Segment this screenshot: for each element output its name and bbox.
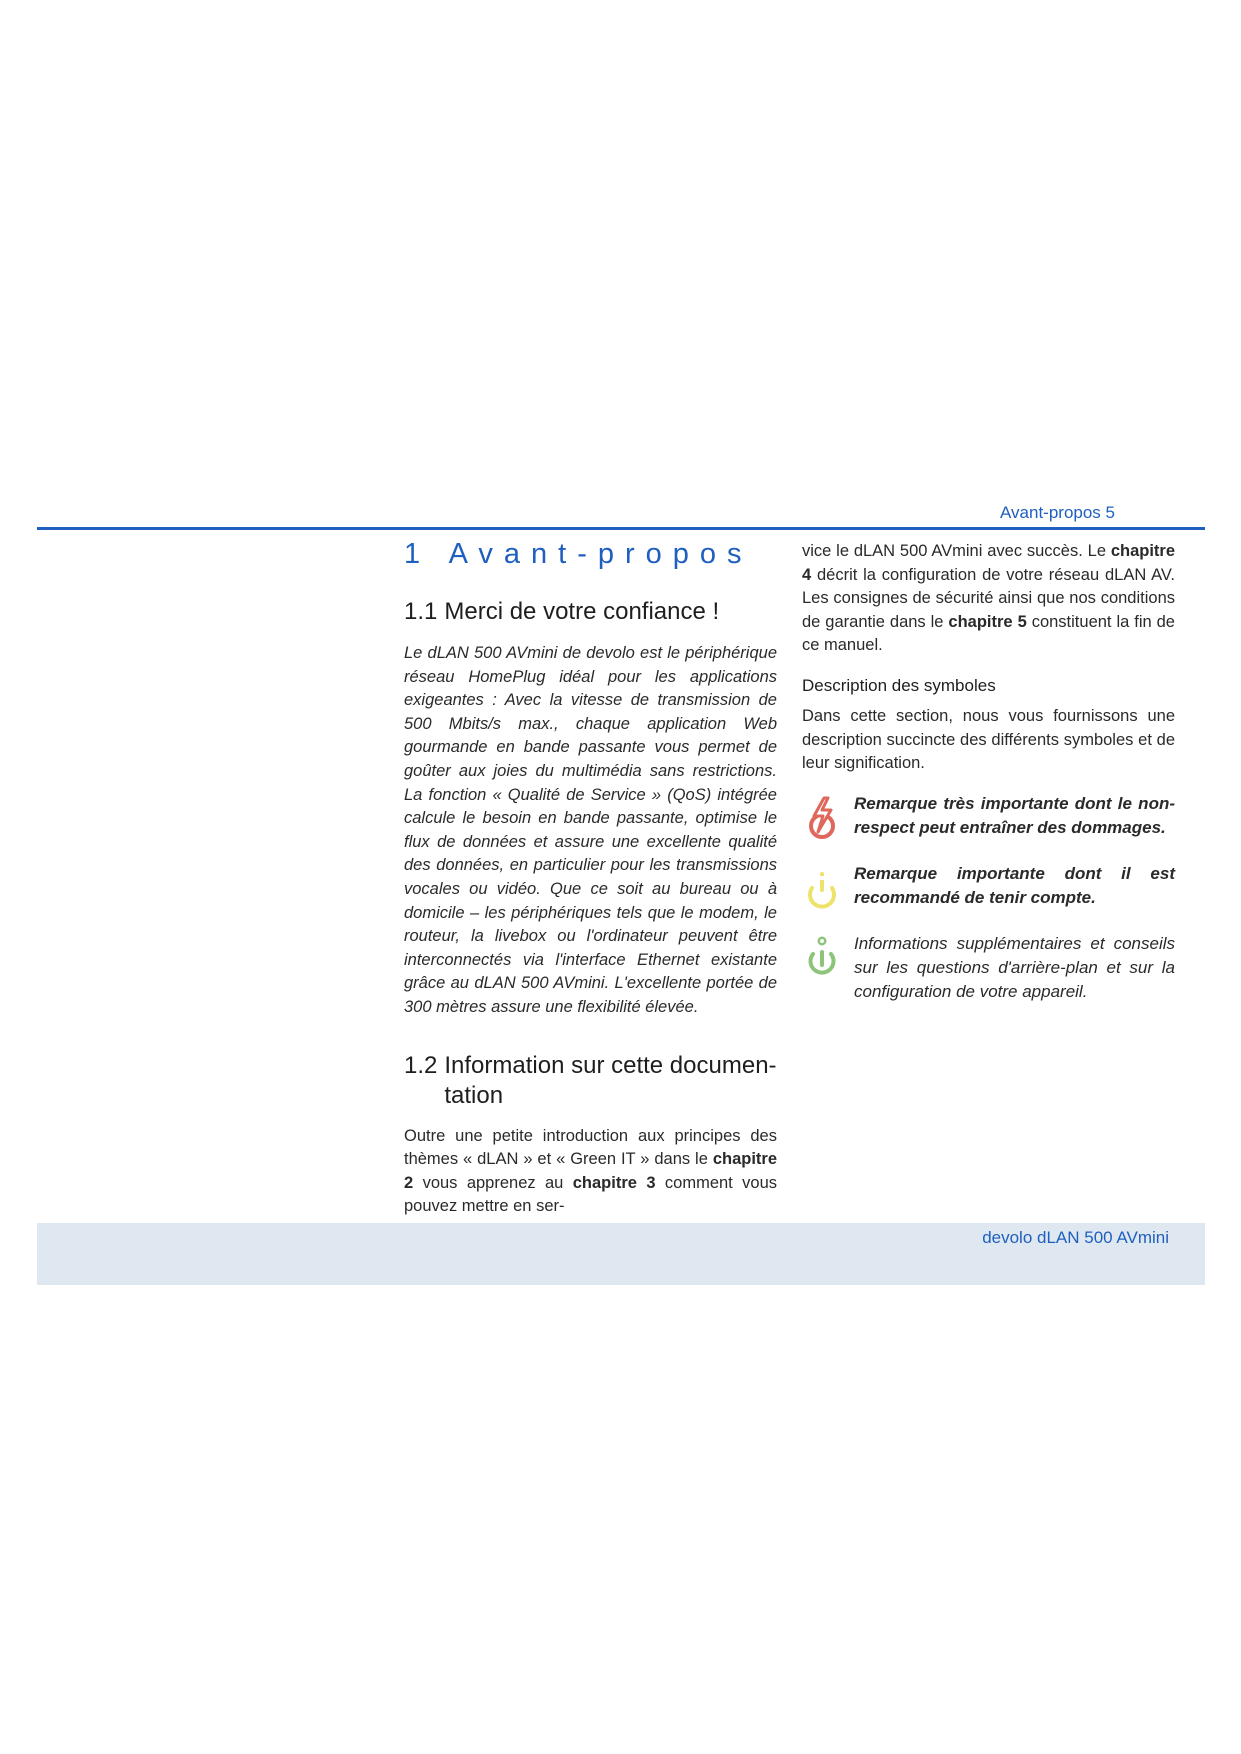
section-title-line2: tation xyxy=(444,1081,504,1109)
section-1-1-body: Le dLAN 500 AVmini de devolo est le périphérique réseau HomePlug idéal pour les applications exigeantes : Avec la vitesse de transmission de 500 Mbits/s max., chaque application Web gourmande en bande passante vous permet de goûter aux joies du multimédia sans restrictions. La fonction « Qualité de Service » (QoS) intégrée calcule le besoin en bande passante, optimise le flux de données et assure une excellente qualité des données, en particulier pour les transmissions vocales ou vidéo. Que ce soit au bureau ou à domicile – les périphériques tels que le modem, le routeur, la livebox ou l'ordinateur peuvent être interconnectés via l'interface Ethernet existante grâce au dLAN 500 AVmini. L'excellente portée de 300 mètres assure une flexibilité élevée. xyxy=(404,644,777,1016)
symbol-row-attention xyxy=(802,862,1175,914)
header-rule xyxy=(37,527,1205,530)
section-title-line1: Information sur cette documen- xyxy=(444,1051,777,1079)
right-column xyxy=(802,540,1175,1004)
section-1-1-title xyxy=(404,597,777,627)
chapter-link[interactable]: chapitre 3 xyxy=(572,1173,656,1192)
warning-red-icon xyxy=(802,792,842,844)
symbols-intro: Dans cette section, nous vous fournissons une description succincte des différents symboles et de leur signification. xyxy=(802,706,1175,773)
symbol-text: Remarque importante dont il est recommandé de tenir compte. xyxy=(854,863,1175,907)
footer-bar xyxy=(37,1223,1205,1285)
section-title-text: Merci de votre confiance ! xyxy=(444,598,720,625)
symbol-row-warning xyxy=(802,792,1175,844)
body-text: comment vous pouvez mettre en ser- xyxy=(404,1173,777,1216)
chapter-link[interactable]: chapitre 2 xyxy=(404,1150,777,1192)
symbols-title: Description des symboles xyxy=(802,675,996,695)
chapter-link[interactable]: chapitre 4 xyxy=(802,542,1175,584)
chapter-title: 1 Avant-propos xyxy=(404,538,753,570)
body-text: vice le dLAN 500 AVmini avec succès. Le xyxy=(802,542,1111,560)
symbol-row-info xyxy=(802,932,1175,1004)
section-number: 1.1 xyxy=(404,598,438,625)
chapter-link[interactable]: chapitre 5 xyxy=(948,612,1027,631)
body-text: Outre une petite introduction aux principes des thèmes « dLAN » et « Green IT » dans le xyxy=(404,1126,777,1169)
body-text: constituent la fin de ce manuel. xyxy=(802,612,1175,655)
body-text: vous apprenez au xyxy=(413,1173,573,1192)
continued-body xyxy=(802,540,1175,658)
section-number: 1.2 xyxy=(404,1051,438,1079)
section-1-2-title xyxy=(404,1051,777,1111)
attention-yellow-icon xyxy=(802,862,842,914)
section-1-2-body xyxy=(404,1125,777,1219)
symbol-text: Informations supplémentaires et conseils sur les questions d'arrière-plan et sur la configuration de votre appareil. xyxy=(854,933,1175,1001)
left-column xyxy=(404,534,777,1219)
symbol-text: Remarque très importante dont le non-respect peut entraîner des dommages. xyxy=(854,793,1175,837)
running-header: Avant-propos 5 xyxy=(1000,503,1115,522)
info-green-icon xyxy=(802,932,842,984)
footer-product-name: devolo dLAN 500 AVmini xyxy=(982,1228,1169,1247)
body-text: décrit la configuration de votre réseau dLAN AV. Les consignes de sécurité ainsi que nos conditions de garantie dans le xyxy=(802,565,1175,631)
